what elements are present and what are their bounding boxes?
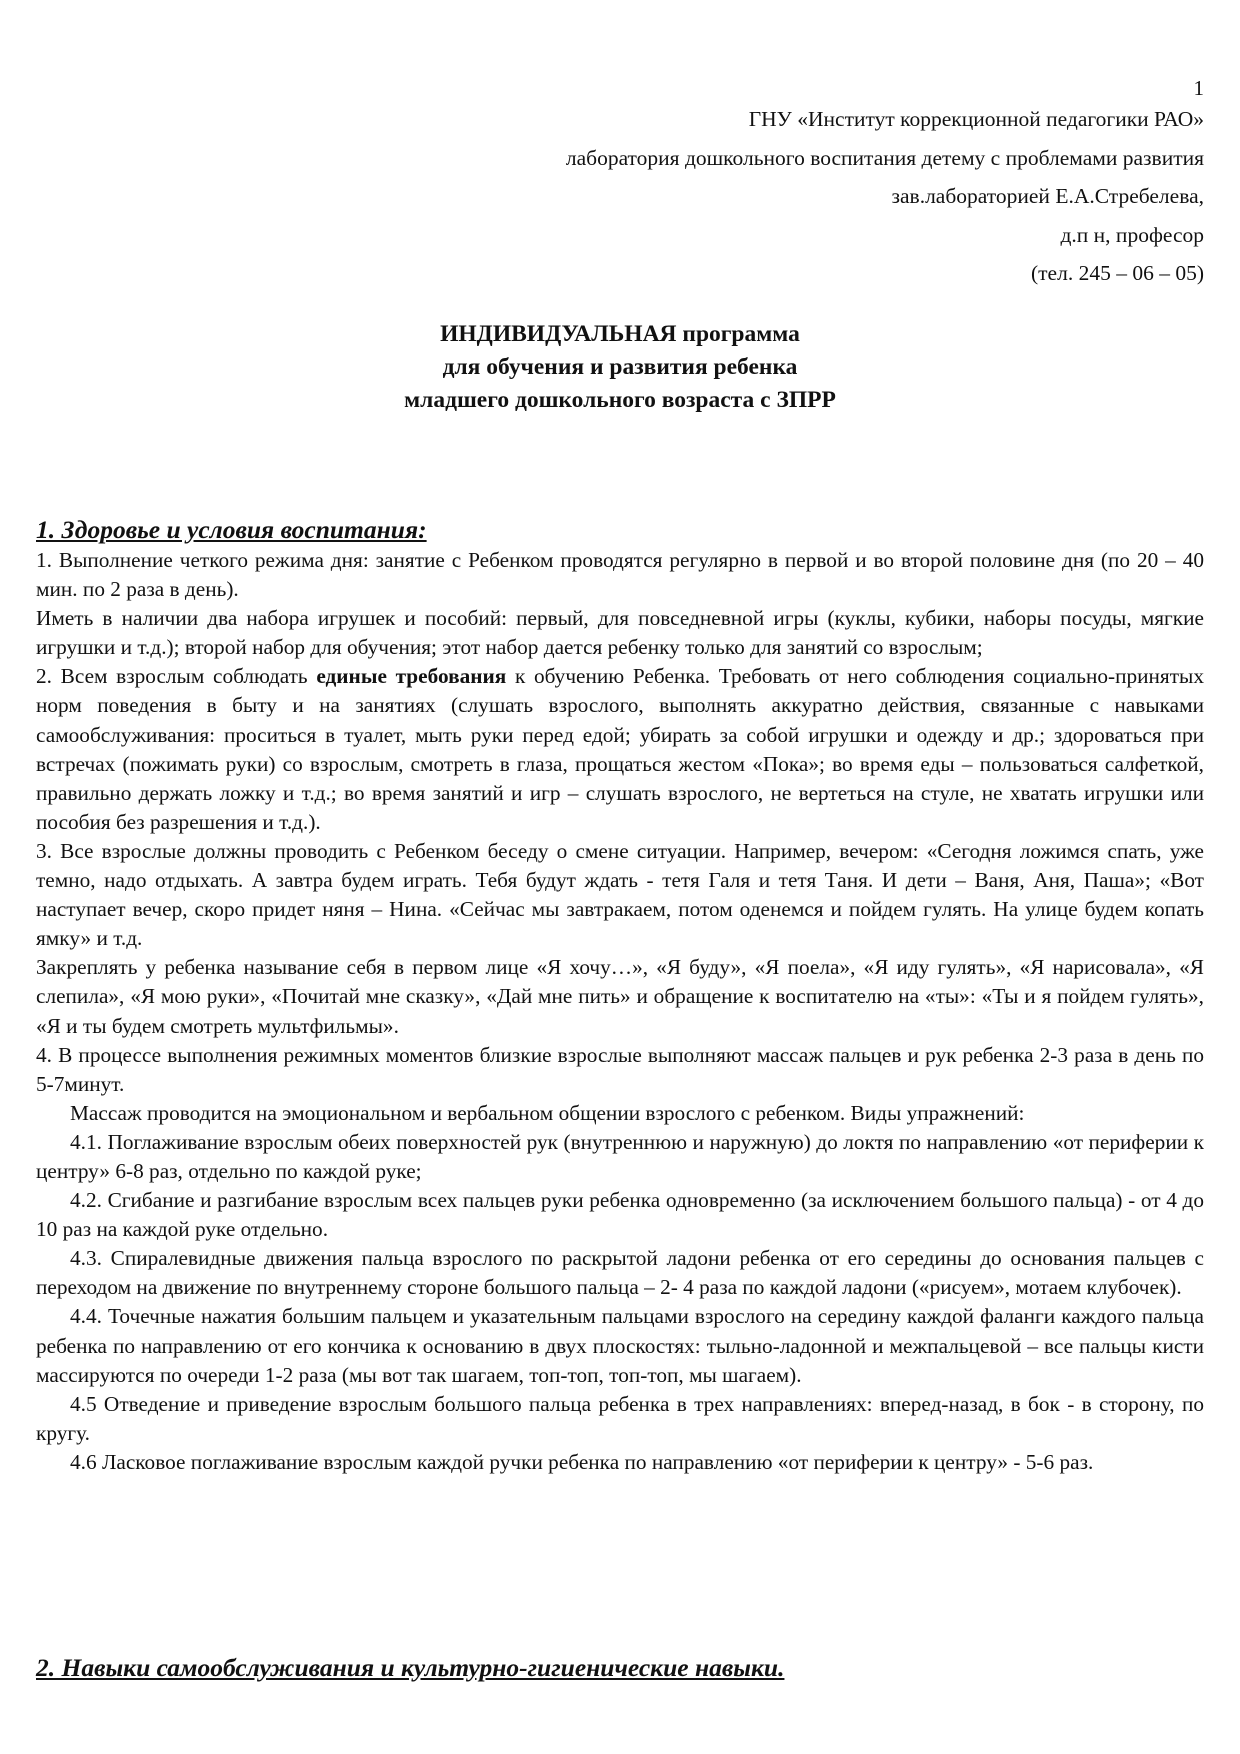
title-rest: программа — [676, 321, 800, 347]
paragraph: Закреплять у ребенка называние себя в первом лице «Я хочу…», «Я буду», «Я поела», «Я иду гулять», «Я нарисовала», «Я слепила», «Я мою руки», «Почитай мне сказку», «Дай мне пить» и обращение к воспитателю на «ты»: «Ты и я пойдем гулять», «Я и ты будем смотреть мультфильмы». — [36, 955, 1204, 1038]
section-selfcare — [36, 1652, 784, 1684]
paragraph: 4.3. Спиралевидные движения пальца взрослого по раскрытой ладони ребенка от его середины до основания пальцев с переходом на движение по внутреннему стороне большого пальца – 2- 4 раза по каждой ладони («рисуем», мотаем клубочек). — [36, 1246, 1204, 1300]
paragraph: 3. Все взрослые должны проводить с Ребенком беседу о смене ситуации. Например, вечером: «Сегодня ложимся спать, уже темно, надо отдыхать. А завтра будем играть. Тебя будут ждать - тетя Галя и тетя Таня. И дети – Ваня, Аня, Паша»; «Вот наступает вечер, скоро придет няня – Нина. «Сейчас мы завтракаем, потом оденемся и пойдем гулять. На улице будем копать ямку» и т.д. — [36, 838, 1204, 951]
paragraph: 1. Выполнение четкого режима дня: занятие с Ребенком проводятся регулярно в первой и во второй половине дня (по 20 – 40 мин. по 2 раза в день). — [36, 548, 1204, 602]
paragraph-text: к обучению Ребенка. Требовать от него соблюдения социально-принятых норм поведения в быту и на занятиях (слушать взрослого, выполнять аккуратно действия, связанные с навыками самообслуживания: проситься в туалет, мыть руки перед едой; убирать за собой игрушки и одежду и др.; здороваться при встречах (пожимать руки) со взрослым, смотреть в глаза, прощаться жестом «Пока»; во время еды – пользоваться салфеткой, правильно держать ложку и т.д.; во время занятий и игр – слушать взрослого, не вертеться на стуле, не хватать игрушки или пособия без разрешения и т.д.). — [36, 664, 1204, 834]
paragraph: 4.6 Ласковое поглаживание взрослым каждой ручки ребенка по направлению «от периферии к центру» - 5-6 раз. — [70, 1449, 1094, 1474]
paragraph: 4. В процессе выполнения режимных моментов близкие взрослые выполняют массаж пальцев и рук ребенка 2-3 раза в день по 5-7минут. — [36, 1042, 1204, 1096]
document-title — [0, 318, 1240, 417]
institution-header — [304, 100, 1204, 293]
paragraph: Иметь в наличии два набора игрушек и пособий: первый, для повседневной игры (куклы, кубики, наборы посуды, мягкие игрушки и т.д.); второй набор для обучения; этот набор дается ребенку только для занятий со взрослым; — [36, 606, 1204, 660]
emphasis-text: единые требования — [316, 664, 507, 689]
title-line-1 — [0, 318, 1240, 351]
header-line: (тел. 245 – 06 – 05) — [1031, 261, 1204, 285]
paragraph: 4.5 Отведение и приведение взрослым большого пальца ребенка в трех направлениях: вперед-назад, в бок - в сторону, по кругу. — [36, 1391, 1204, 1445]
header-line: д.п н, професор — [1060, 222, 1204, 247]
title-line-3: младшего дошкольного возраста с ЗПРР — [404, 387, 836, 413]
section-heading: 2. Навыки самообслуживания и культурно-гигиенические навыки. — [36, 1653, 785, 1682]
header-line: зав.лабораторией Е.А.Стребелева, — [891, 184, 1204, 208]
header-line: лаборатория дошкольного воспитания детему с проблемами развития — [565, 145, 1204, 170]
section-heading: 1. Здоровье и условия воспитания: — [36, 515, 427, 544]
page-number: 1 — [1193, 76, 1204, 100]
paragraph — [36, 662, 1204, 837]
title-caps: ИНДИВИДУАЛЬНАЯ — [440, 321, 677, 347]
paragraph: 4.4. Точечные нажатия большим пальцем и указательным пальцами взрослого на середину каждой фаланги каждого пальца ребенка по направлению от его кончика к основанию в двух плоскостях: тыльно-ладонной и межпальцевой – все пальцы кисти массируются по очереди 1-2 раза (мы вот так шагаем, топ-топ, топ-топ, мы шагаем). — [36, 1304, 1204, 1387]
section-health — [36, 514, 1204, 1477]
header-line: ГНУ «Институт коррекционной педагогики РАО» — [748, 107, 1204, 131]
paragraph: 4.1. Поглаживание взрослым обеих поверхностей рук (внутреннюю и наружную) до локтя по направлению «от периферии к центру» 6-8 раз, отдельно по каждой руке; — [36, 1129, 1204, 1183]
paragraph: Массаж проводится на эмоциональном и вербальном общении взрослого с ребенком. Виды упражнений: — [70, 1100, 1025, 1125]
section-body — [36, 546, 1204, 1477]
title-line-2: для обучения и развития ребенка — [442, 354, 798, 380]
paragraph-text: 2. Всем взрослым соблюдать — [36, 664, 317, 689]
paragraph: 4.2. Сгибание и разгибание взрослым всех пальцев руки ребенка одновременно (за исключением большого пальца) - от 4 до 10 раз на каждой руке отдельно. — [36, 1188, 1204, 1242]
